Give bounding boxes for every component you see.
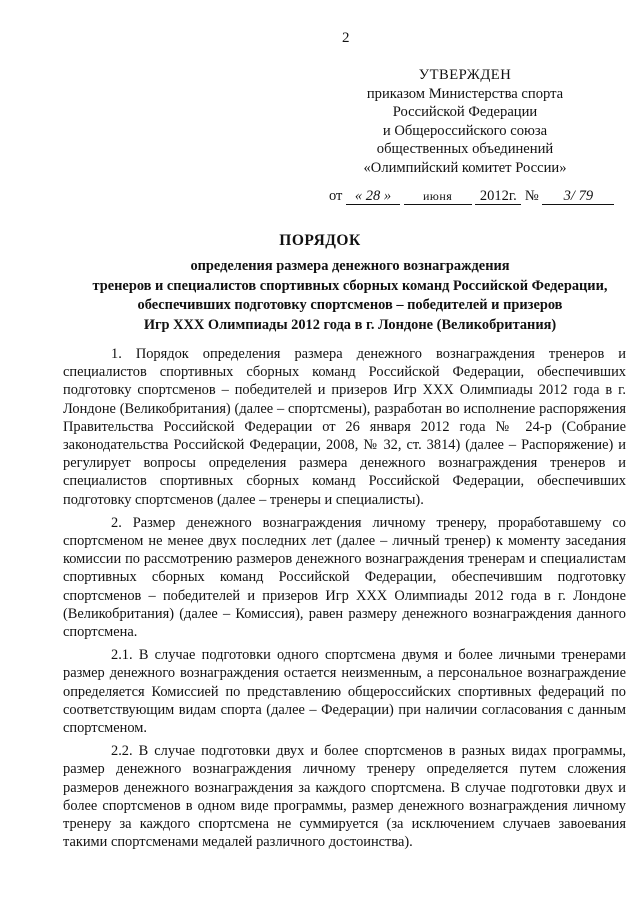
order-date-number [329, 188, 614, 205]
approval-line: общественных объединений [376, 141, 554, 158]
approval-line: Российской Федерации [392, 104, 538, 121]
paragraph-2: 2. Размер денежного вознаграждения личному тренеру, проработавшему со спортсменом не менее двух последних лет (далее – личный тренер) к моменту заседания комиссии по рассмотрению размеров денежного вознаграждения тренерам и специалистам спортивных сборных команд Российской Федерации, обеспечившим подготовку спортсменов – победителей и призеров Игр XXX Олимпиады 2012 года в г. Лондоне (Великобритания) (далее – Комиссия), равен размеру денежного вознаграждения данного спортсмена. [63, 514, 626, 641]
order-day: « 28 » [346, 189, 400, 205]
paragraph-1: 1. Порядок определения размера денежного вознаграждения тренеров и специалистов спортивных сборных команд Российской Федерации, обеспечивших подготовку спортсменов – победителей и призеров Игр XXX Олимпиады 2012 года в г. Лондоне (Великобритания) (далее – спортсмены), разработан во исполнение распоряжения Правительства Российской Федерации от 26 января 2012 года № 24-р (Собрание законодательства Российской Федерации, 2008, № 32, ст. 3814) (далее – Распоряжение) и регулирует вопросы определения размера денежного вознаграждения тренеров и специалистов спортивных сборных команд Российской Федерации, обеспечивших подготовку спортсменов (далее – тренеры и специалисты). [63, 346, 626, 508]
paragraph-2-2: 2.2. В случае подготовки двух и более спортсменов в разных видах программы, размер денежного вознаграждения личному тренеру определяется путем сложения размеров денежного вознаграждения за каждого спортсмена. В случае подготовки двух и более спортсменов в одном виде программы, размер денежного вознаграждения личному тренеру за каждого спортсмена не суммируется (за исключением случаев завоевания такими спортсменами медалей различного достоинства). [63, 743, 626, 851]
order-number: 3/ 79 [542, 189, 614, 205]
approval-block [340, 66, 590, 178]
order-number-sign: № [524, 188, 539, 204]
subtitle-line: тренеров и специалистов спортивных сборных команд Российской Федерации, [92, 277, 608, 294]
order-year: 2012г. [475, 189, 521, 205]
order-prefix: от [329, 188, 343, 204]
order-month: июня [404, 189, 472, 205]
subtitle-line: определения размера денежного вознаграждения [190, 258, 510, 274]
approval-line: приказом Министерства спорта [366, 85, 564, 102]
paragraph-2-1: 2.1. В случае подготовки одного спортсмена двумя и более личными тренерами размер денежного вознаграждения остается неизменным, а персональное вознаграждение определяется Комиссией по представлению общероссийских спортивных федераций по соответствующим видам спорта (далее – Федерации) при наличии согласования с данным спортсменом. [63, 647, 626, 737]
approval-heading: УТВЕРЖДЕН [418, 67, 512, 83]
document-subtitle [60, 257, 640, 335]
approval-line: и Общероссийского союза [382, 122, 548, 139]
document-title: ПОРЯДОК [279, 232, 361, 249]
document-body [63, 345, 626, 856]
subtitle-line: обеспечивших подготовку спортсменов – победителей и призеров [137, 297, 563, 313]
subtitle-line: Игр XXX Олимпиады 2012 года в г. Лондоне (Великобритания) [143, 316, 557, 333]
page-number: 2 [342, 30, 350, 46]
approval-line: «Олимпийский комитет России» [363, 159, 567, 176]
